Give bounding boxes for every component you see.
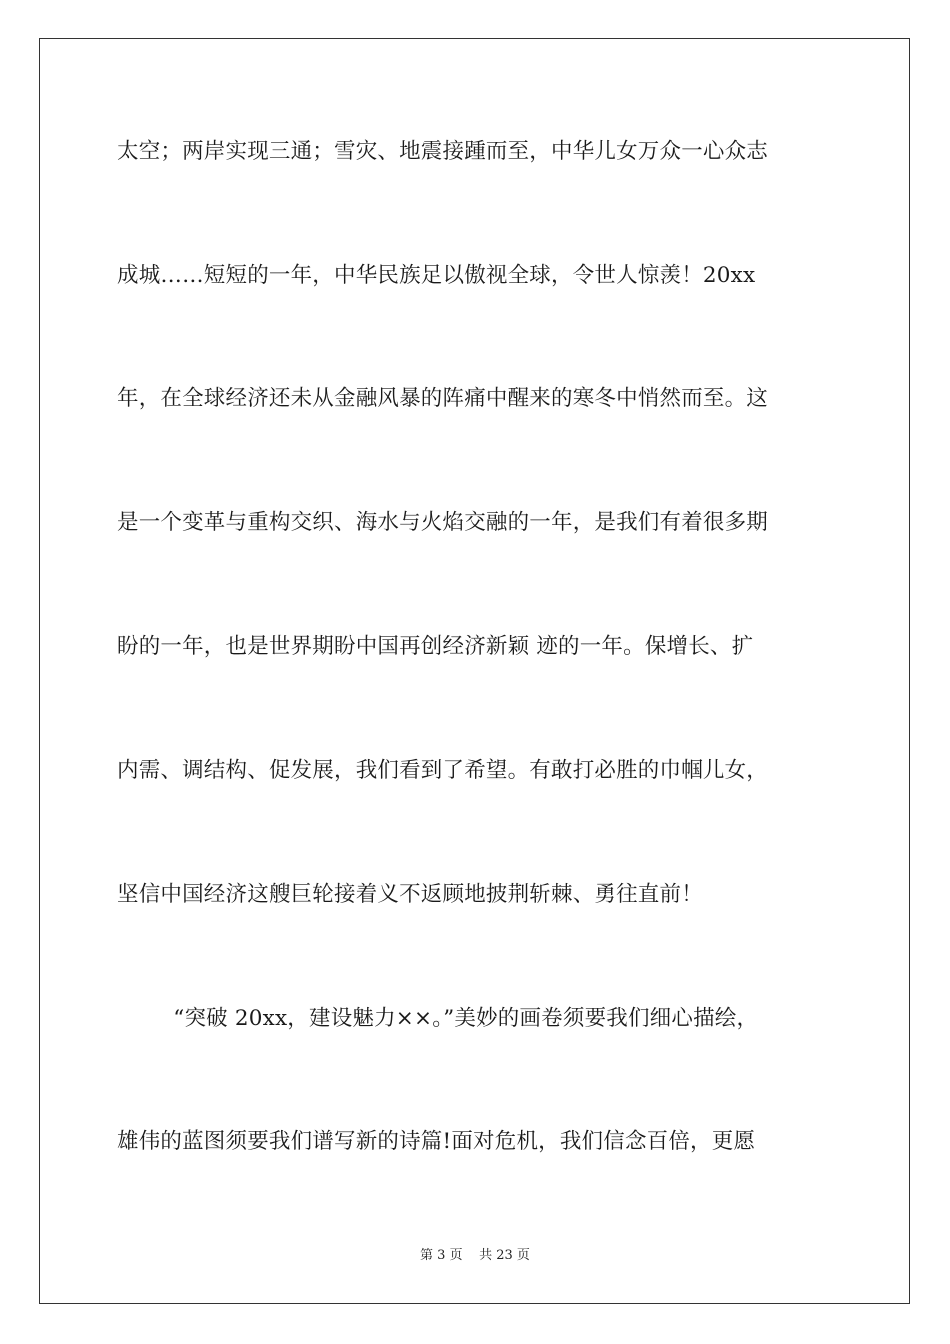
body-line-9: 雄伟的蓝图须要我们谱写新的诗篇!面对危机，我们信念百倍，更愿 (117, 1129, 756, 1154)
body-line-5: 盼的一年，也是世界期盼中国再创经济新颖 迹的一年。保增长、扩 (117, 634, 754, 659)
body-line-1: 太空；两岸实现三通；雪灾、地震接踵而至，中华儿女万众一心众志 (117, 139, 769, 164)
page-border (39, 38, 910, 1304)
page-total: 共 23 页 (479, 1248, 530, 1263)
page-footer (0, 1247, 950, 1265)
body-line-6: 内需、调结构、促发展，我们看到了希望。有敢打必胜的巾帼儿女， (117, 758, 769, 783)
body-line-7: 坚信中国经济这艘巨轮接着义不返顾地披荆斩棘、勇往直前！ (117, 882, 703, 907)
body-line-4: 是一个变革与重构交织、海水与火焰交融的一年，是我们有着很多期 (117, 510, 769, 535)
page-number: 第 3 页 (420, 1248, 463, 1263)
body-line-3: 年，在全球经济还未从金融风暴的阵痛中醒来的寒冬中悄然而至。这 (117, 386, 769, 411)
body-line-8: “突破 20xx，建设魅力××。”美妙的画卷须要我们细心描绘， (117, 1006, 759, 1031)
body-line-2: 成城……短短的一年，中华民族足以傲视全球，令世人惊羡！20xx (117, 263, 756, 288)
